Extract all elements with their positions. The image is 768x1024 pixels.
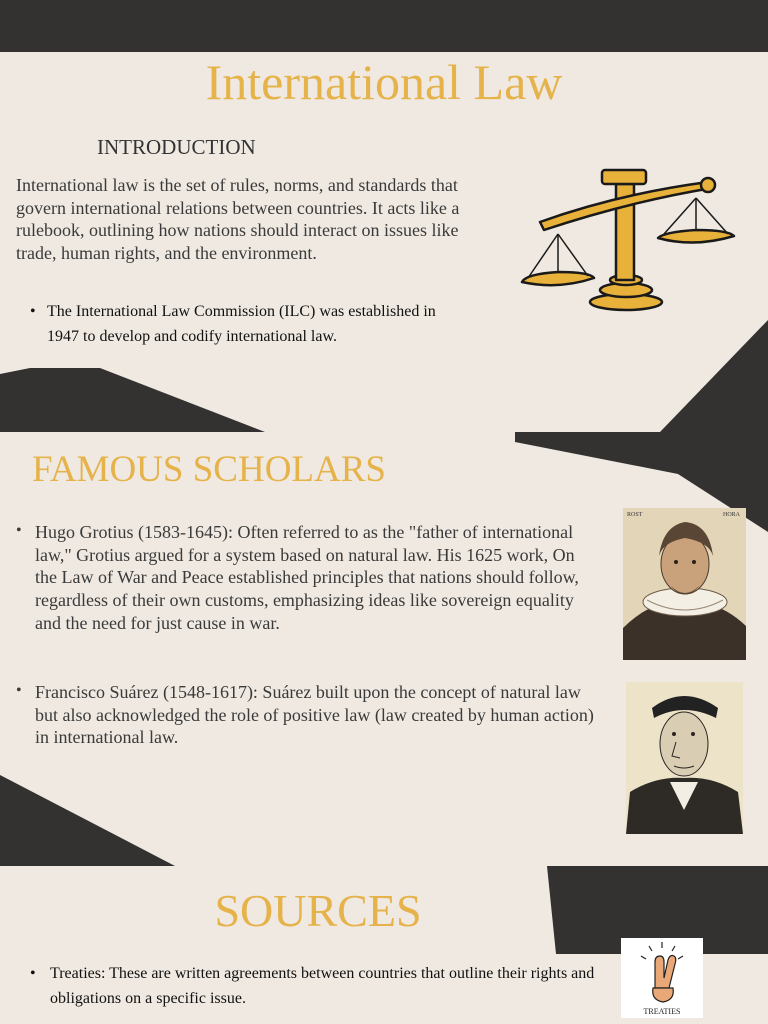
grotius-portrait-drawing <box>623 508 746 660</box>
bullet-icon: • <box>16 682 22 699</box>
suarez-portrait-drawing <box>626 682 743 834</box>
portrait-caption-left: ROST <box>627 512 643 518</box>
page-title: International Law <box>205 54 563 110</box>
grotius-portrait <box>623 508 746 660</box>
crossed-fingers-icon <box>621 938 703 1018</box>
treaties-text: Treaties: These are written agreements between countries that outline their rights and obligations on a specific issue. <box>50 965 595 1007</box>
bullet-icon: • <box>16 522 22 539</box>
scholar-item-suarez <box>16 681 601 749</box>
scales-of-justice-icon <box>518 164 740 312</box>
treaties-image-label: TREATIES <box>643 1007 681 1016</box>
introduction-paragraph: International law is the set of rules, norms, and standards that govern international relations between countries. It acts like a rulebook, outlining how nations should interact on issues like trade, human rights, and the environment. <box>16 175 460 263</box>
left-wedge-shape <box>0 368 265 432</box>
lower-left-wedge-shape <box>0 775 175 866</box>
ilc-bullet-item <box>30 300 470 349</box>
treaties-crossed-fingers-image <box>621 938 703 1018</box>
scholar-suarez-text: Francisco Suárez (1548-1617): Suárez built upon the concept of natural law but also acknowledged the role of positive law (law created by human action) in international law. <box>35 682 594 748</box>
famous-scholars-heading: FAMOUS SCHOLARS <box>32 449 386 490</box>
top-bar <box>0 0 768 52</box>
sources-heading: SOURCES <box>214 885 422 936</box>
bullet-icon: • <box>30 965 36 982</box>
ilc-bullet-text: The International Law Commission (ILC) was established in 1947 to develop and codify international law. <box>47 303 436 345</box>
suarez-portrait <box>626 682 743 834</box>
treaties-bullet-item <box>30 962 640 1011</box>
scholar-item-grotius <box>16 521 601 635</box>
scholar-grotius-text: Hugo Grotius (1583-1645): Often referred to as the "father of international law," Grotius argued for a system based on natural law. His 1625 work, On the Law of War and Peace established principles that nations should follow, regardless of their own customs, emphasizing ideas like sovereign equality and the need for just cause in war. <box>35 522 579 633</box>
introduction-heading: INTRODUCTION <box>97 135 256 159</box>
right-wedge-shape <box>515 320 768 532</box>
portrait-caption-right: HORA <box>723 512 741 518</box>
bullet-icon: • <box>30 303 36 320</box>
